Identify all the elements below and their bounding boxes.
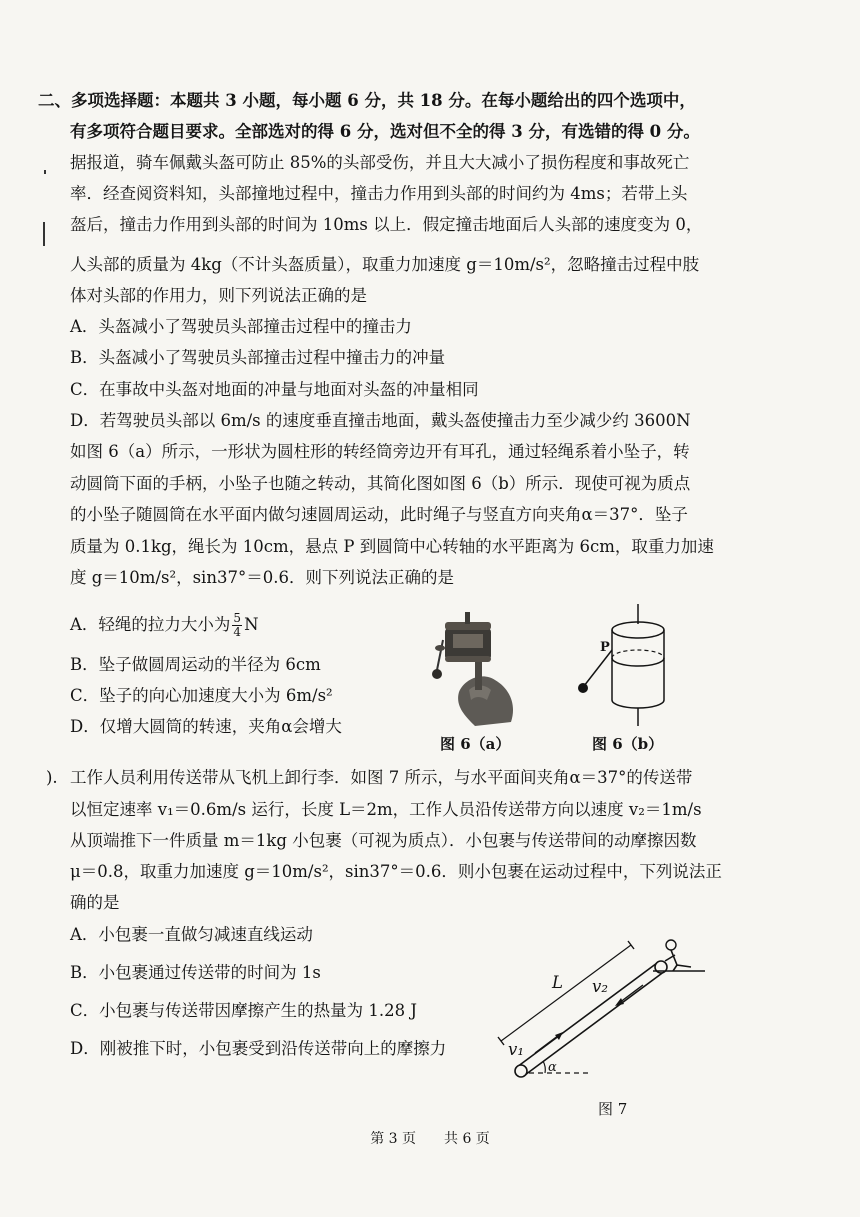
fraction-denominator: 4 — [233, 625, 242, 639]
q8-stem-line: 人头部的质量为 4kg（不计头盔质量），取重力加速度 g＝10m/s²，忽略撞击过程中肢 — [70, 255, 700, 274]
figure-7-label-v2: v₂ — [592, 977, 608, 996]
q10-stem-line: 工作人员利用传送带从飞机上卸行李．如图 7 所示，与水平面间夹角α＝37°的传送带 — [70, 768, 693, 787]
q9-option-d: D．仅增大圆筒的转速，夹角α会增大 — [70, 717, 342, 736]
margin-mark — [43, 222, 45, 246]
q9-stem-line: 如图 6（a）所示，一形状为圆柱形的转经筒旁边开有耳孔，通过轻绳系着小坠子，转 — [70, 442, 690, 461]
fraction — [232, 612, 242, 639]
q8-stem-line: 盔后，撞击力作用到头部的时间为 10ms 以上．假定撞击地面后人头部的速度变为 0， — [70, 215, 703, 234]
q10-option-a: A．小包裹一直做匀减速直线运动 — [70, 925, 313, 944]
q8-stem-line: 体对头部的作用力，则下列说法正确的是 — [70, 286, 367, 305]
page-total: 共 6 页 — [444, 1131, 490, 1147]
figure-7-label-L: L — [552, 973, 563, 992]
figure-6b-caption: 图 6（b） — [592, 735, 664, 753]
q10-option-b: B．小包裹通过传送带的时间为 1s — [70, 963, 321, 982]
q9-option-a-prefix: A．轻绳的拉力大小为 — [70, 615, 231, 634]
figure-7-label-v1: v₁ — [508, 1040, 524, 1059]
figure-7-label-alpha: α — [548, 1060, 557, 1075]
q9-stem-line: 动圆筒下面的手柄，小坠子也随之转动，其简化图如图 6（b）所示．现使可视为质点 — [70, 474, 691, 493]
q9-option-b: B．坠子做圆周运动的半径为 6cm — [70, 655, 321, 674]
figure-6a-caption: 图 6（a） — [440, 735, 511, 753]
q8-option-a: A．头盔减小了驾驶员头部撞击过程中的撞击力 — [70, 317, 412, 336]
q8-option-c: C．在事故中头盔对地面的冲量与地面对头盔的冲量相同 — [70, 380, 479, 399]
q9-option-a-unit: N — [244, 615, 259, 634]
q9-stem-line: 度 g＝10m/s²，sin37°＝0.6．则下列说法正确的是 — [70, 568, 454, 587]
q10-stem-line: 以恒定速率 v₁＝0.6m/s 运行，长度 L＝2m，工作人员沿传送带方向以速度 v₂＝1m/s — [70, 800, 702, 819]
section-heading-line-1: 二、多项选择题：本题共 3 小题，每小题 6 分，共 18 分。在每小题给出的四个选项中， — [38, 91, 696, 110]
q8-option-b: B．头盔减小了驾驶员头部撞击过程中撞击力的冲量 — [70, 348, 446, 367]
figure-6a-prayer-wheel — [425, 600, 535, 730]
figure-6b-diagram — [568, 600, 688, 730]
q10-stem-line: 从顶端推下一件质量 m＝1kg 小包裹（可视为质点）．小包裹与传送带间的动摩擦因数 — [70, 831, 697, 850]
q9-option-a — [70, 612, 259, 639]
q8-option-d: D．若驾驶员头部以 6m/s 的速度垂直撞击地面，戴头盔使撞击力至少减少约 3600N — [70, 411, 691, 430]
fraction-numerator: 5 — [233, 611, 242, 625]
q10-option-d: D．刚被推下时，小包裹受到沿传送带向上的摩擦力 — [70, 1039, 447, 1058]
page-footer — [0, 1128, 860, 1148]
q10-number: ). — [46, 768, 58, 787]
margin-mark — [44, 170, 46, 174]
figure-6b-label-p: P — [600, 640, 610, 655]
page-number: 第 3 页 — [370, 1131, 416, 1147]
q10-option-c: C．小包裹与传送带因摩擦产生的热量为 1.28 J — [70, 1001, 417, 1020]
figure-7-caption: 图 7 — [598, 1100, 628, 1118]
section-heading-line-2: 有多项符合题目要求。全部选对的得 6 分，选对但不全的得 3 分，有选错的得 0 分。 — [70, 122, 700, 141]
q9-stem-line: 质量为 0.1kg，绳长为 10cm，悬点 P 到圆筒中心转轴的水平距离为 6cm，取重力加速 — [70, 537, 714, 556]
q9-stem-line: 的小坠子随圆筒在水平面内做匀速圆周运动，此时绳子与竖直方向夹角α＝37°．坠子 — [70, 505, 688, 524]
q9-option-c: C．坠子的向心加速度大小为 6m/s² — [70, 686, 333, 705]
q10-stem-line: μ＝0.8，取重力加速度 g＝10m/s²，sin37°＝0.6．则小包裹在运动过程中，下列说法正 — [70, 862, 722, 881]
q10-stem-line: 确的是 — [70, 893, 120, 912]
q8-stem-line: 率．经查阅资料知，头部撞地过程中，撞击力作用到头部的时间约为 4ms；若带上头 — [70, 184, 688, 203]
q8-stem-line: 据报道，骑车佩戴头盔可防止 85%的头部受伤，并且大大减小了损伤程度和事故死亡 — [70, 153, 690, 172]
figure-7-conveyor-belt — [495, 925, 720, 1085]
